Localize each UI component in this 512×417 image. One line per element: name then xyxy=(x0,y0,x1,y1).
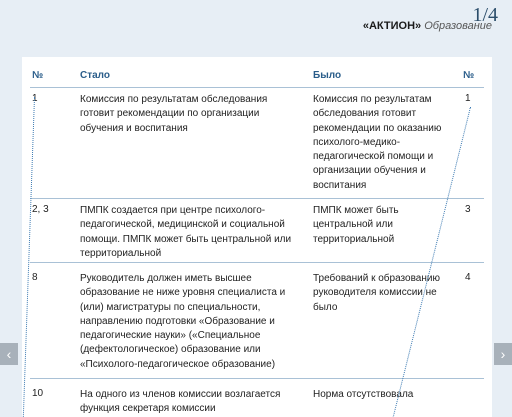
header-bylo: Было xyxy=(313,70,342,81)
row-2-stalo: ПМПК создается при центре психолого-педагогической, медицинской и социальной помощи. ПМПК может быть центральной или территориальной xyxy=(80,205,292,259)
row-4-stalo: На одного из членов комиссии возлагается функция секретаря комиссии xyxy=(80,389,281,415)
table-divider xyxy=(30,262,484,263)
row-2-bylo: ПМПК может быть центральной или территориальной xyxy=(313,205,399,245)
header-num-left: № xyxy=(32,70,44,81)
row-3-stalo: Руководитель должен иметь высшее образование не ниже уровня специалиста и (или) магистратуры по специальности, направлению подготовки «Образование и педагогические науки» («Специальное (дефектологическое) образование или «Психолого-педагогическое образование) xyxy=(80,273,286,370)
page-indicator: 1/4 xyxy=(472,4,498,26)
row-3-num-left: 8 xyxy=(32,272,38,283)
chevron-left-icon: ‹ xyxy=(6,346,12,362)
row-3-num-right: 4 xyxy=(465,272,471,283)
logo-brand: «АКТИОН» xyxy=(362,20,422,32)
table-divider xyxy=(30,87,484,88)
row-2-num-right: 3 xyxy=(465,204,471,215)
page-curl-line-left xyxy=(22,97,35,417)
prev-page-button[interactable] xyxy=(0,343,18,365)
top-bar xyxy=(0,0,512,44)
header-stalo: Стало xyxy=(80,70,111,81)
logo-section: Образование xyxy=(424,20,492,32)
row-4-num-left: 10 xyxy=(32,388,44,399)
table-divider xyxy=(30,198,484,199)
row-1-stalo: Комиссия по результатам обследования готовит рекомендации по организации обучения и воспитания xyxy=(80,94,268,134)
row-2-num-left: 2, 3 xyxy=(32,204,49,215)
header-num-right: № xyxy=(463,70,475,81)
row-4-bylo: Норма отсутствовала xyxy=(313,389,414,400)
row-1-num-left: 1 xyxy=(32,93,38,104)
row-1-bylo: Комиссия по результатам обследования готовит рекомендации по оказанию психолого-медико-педагогической помощи и организации обучения и воспитания xyxy=(313,94,442,191)
row-1-num-right: 1 xyxy=(465,93,471,104)
next-page-button[interactable] xyxy=(494,343,512,365)
document-page xyxy=(22,57,492,417)
row-3-bylo: Требований к образованию руководителя комиссии не было xyxy=(313,273,440,313)
table-divider xyxy=(30,378,484,379)
chevron-right-icon: › xyxy=(500,346,506,362)
